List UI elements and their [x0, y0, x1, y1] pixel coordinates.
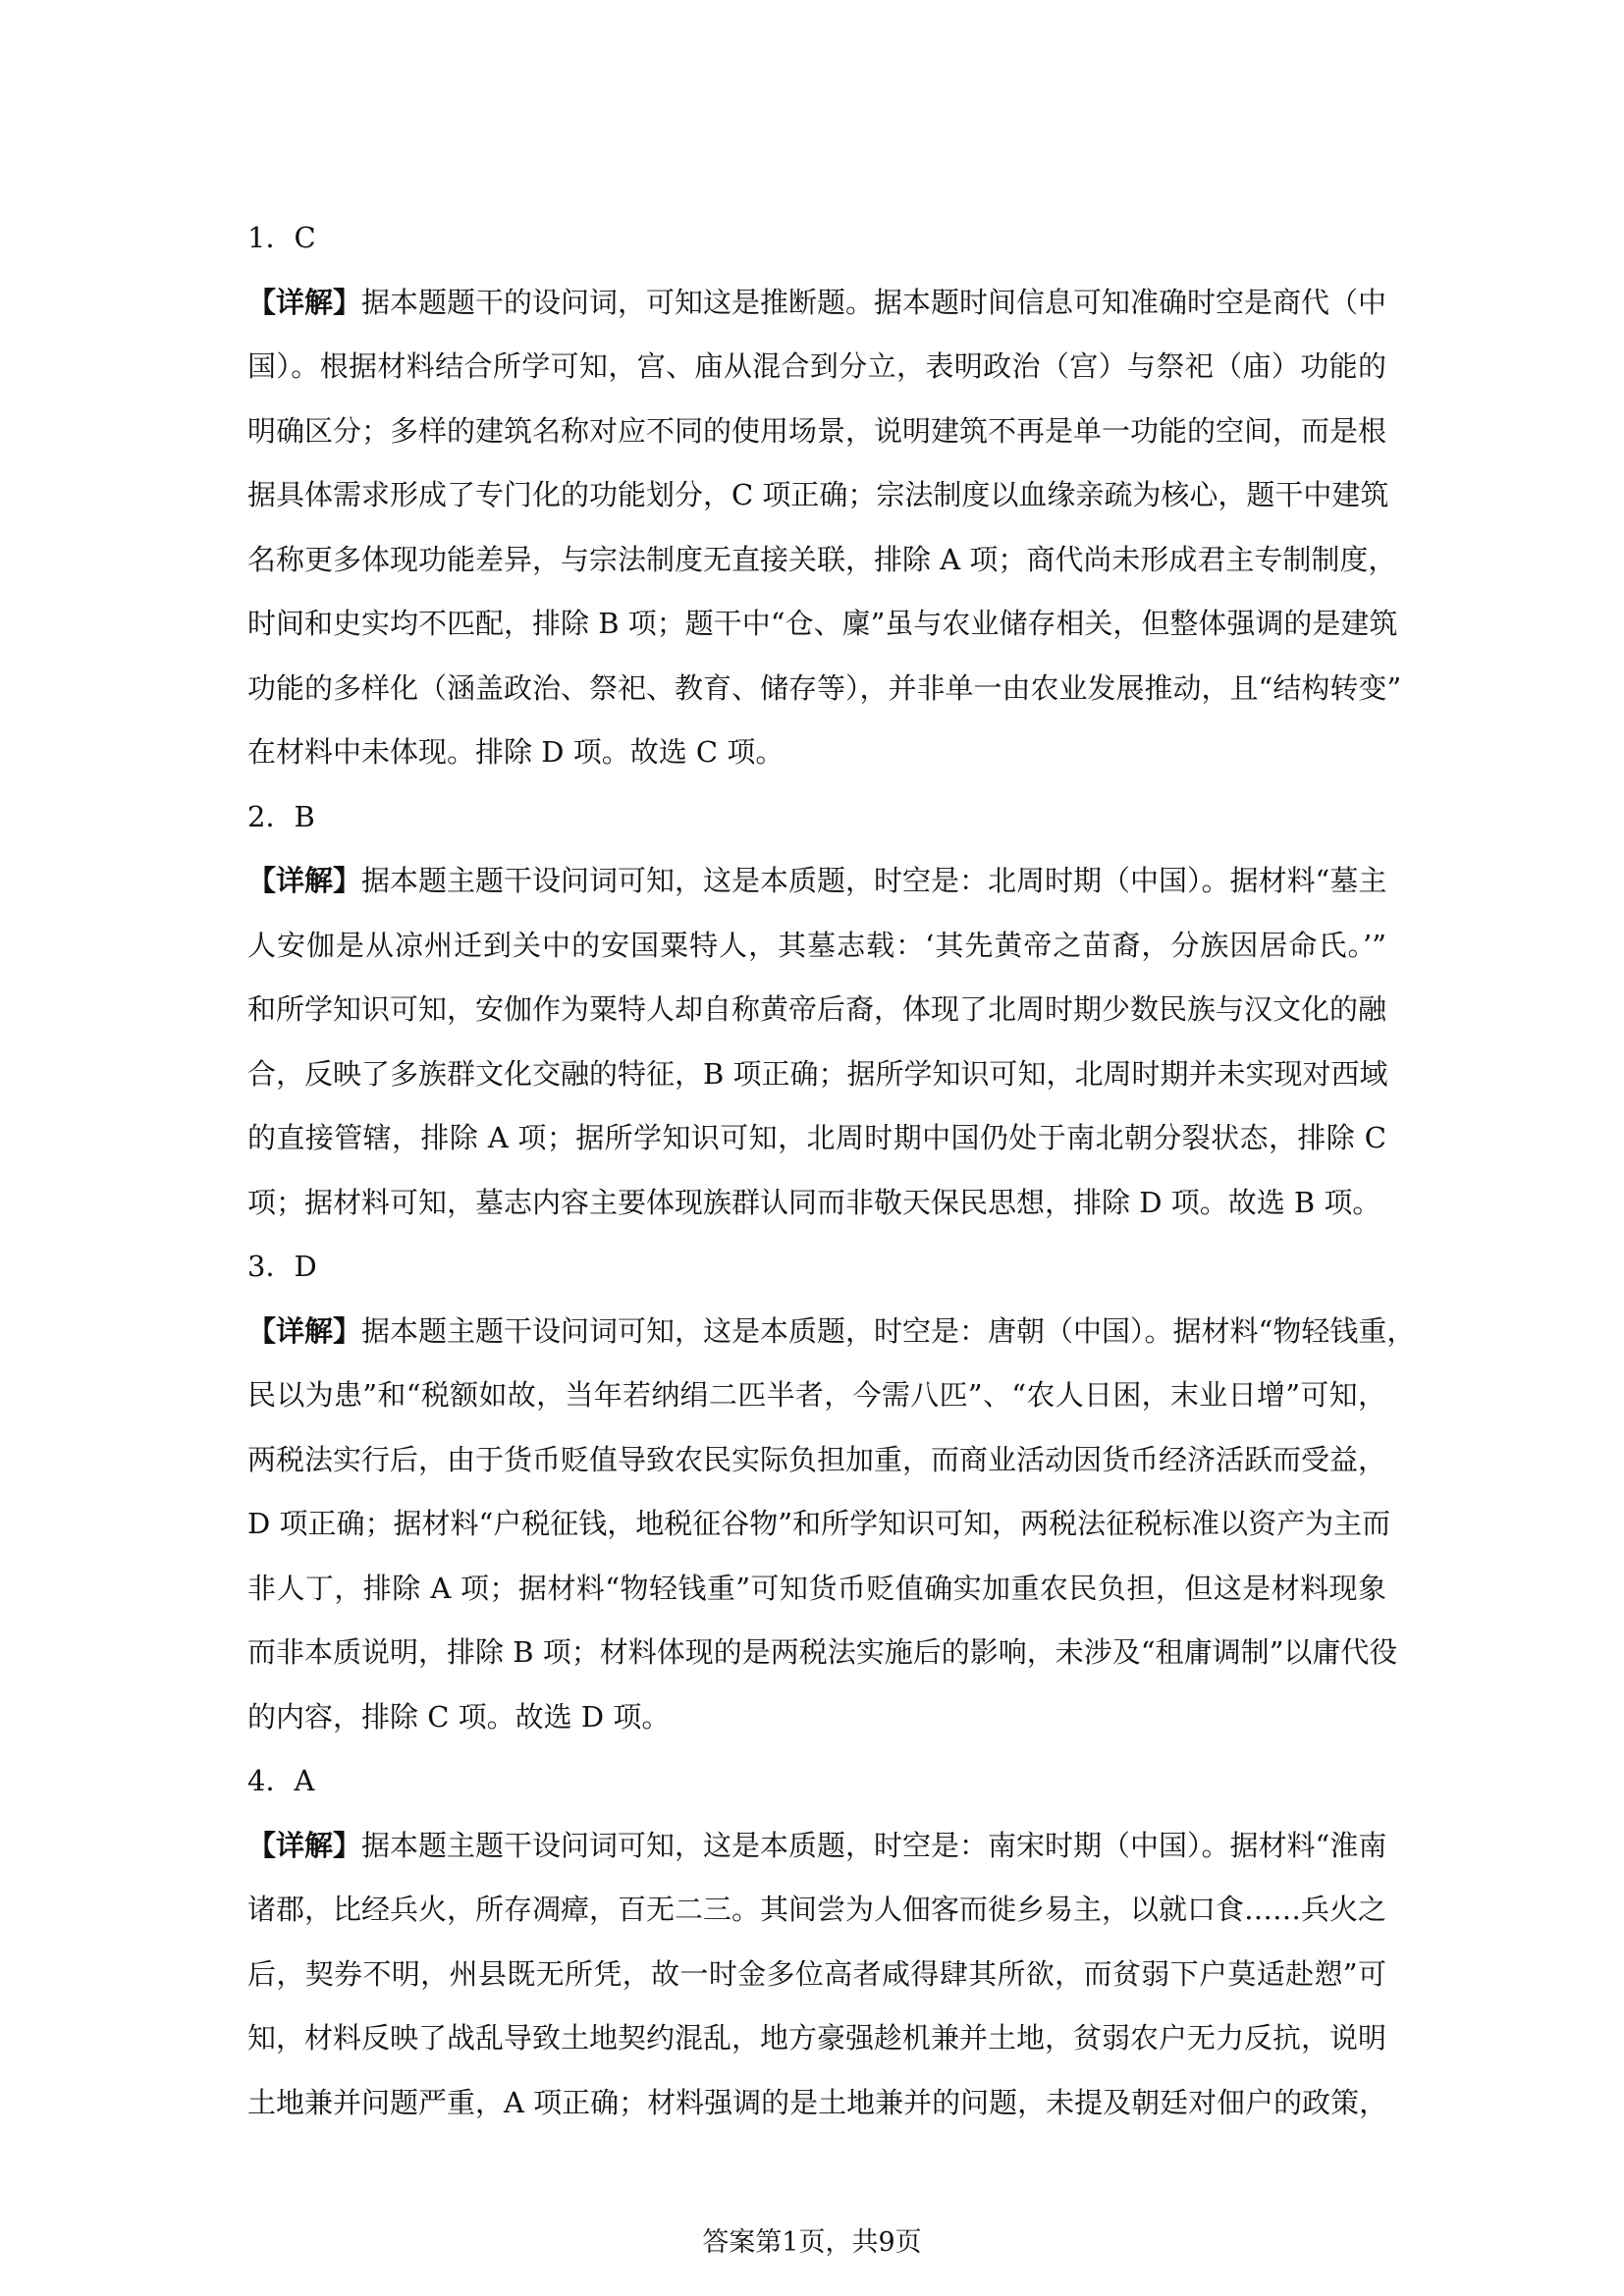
explanation-line: D 项正确；据材料“户税征钱，地税征谷物”和所学知识可知，两税法征税标准以资产为主而: [247, 1507, 1391, 1540]
page-footer: 答案第1页，共9页: [702, 2227, 922, 2258]
explanation-line: 【详解】据本题主题干设问词可知，这是本质题，时空是：北周时期（中国）。据材料“墓主: [247, 864, 1387, 897]
explanation-line: 两税法实行后，由于货币贬值导致农民实际负担加重，而商业活动因货币经济活跃而受益，: [247, 1442, 1387, 1476]
question-number: 2．B: [247, 799, 315, 833]
question-number: 1．C: [247, 221, 316, 254]
question-number: 4．A: [247, 1764, 315, 1797]
explanation-line: 在材料中未体现。排除 D 项。故选 C 项。: [247, 735, 785, 769]
explanation-line: 合，反映了多族群文化交融的特征，B 项正确；据所学知识可知，北周时期并未实现对西域: [247, 1056, 1388, 1091]
explanation-line: 而非本质说明，排除 B 项；材料体现的是两税法实施后的影响，未涉及“租庸调制”以庸代役: [247, 1635, 1398, 1669]
explanation-line: 非人丁，排除 A 项；据材料“物轻钱重”可知货币贬值确实加重农民负担，但这是材料现象: [247, 1571, 1386, 1605]
detail-tag: 【详解】: [247, 1313, 362, 1348]
explanation-line: 和所学知识可知，安伽作为粟特人却自称黄帝后裔，体现了北周时期少数民族与汉文化的融: [247, 992, 1387, 1026]
explanation-line: 明确区分；多样的建筑名称对应不同的使用场景，说明建筑不再是单一功能的空间，而是根: [247, 413, 1387, 448]
explanation-line: 的直接管辖，排除 A 项；据所学知识可知，北周时期中国仍处于南北朝分裂状态，排除 C: [247, 1121, 1386, 1154]
explanation-line: 【详解】据本题主题干设问词可知，这是本质题，时空是：唐朝（中国）。据材料“物轻钱重，: [247, 1313, 1416, 1348]
explanation-line: 国）。根据材料结合所学可知，宫、庙从混合到分立，表明政治（宫）与祭祀（庙）功能的: [247, 349, 1386, 383]
explanation-line: 民以为患”和“税额如故，当年若纳绢二匹半者，今需八匹”、“农人日困，末业日增”可知，: [247, 1378, 1386, 1412]
explanation-line: 土地兼并问题严重，A 项正确；材料强调的是土地兼并的问题，未提及朝廷对佃户的政策，: [247, 2085, 1388, 2119]
explanation-line: 【详解】据本题主题干设问词可知，这是本质题，时空是：南宋时期（中国）。据材料“淮南: [247, 1828, 1387, 1862]
explanation-line: 名称更多体现功能差异，与宗法制度无直接关联，排除 A 项；商代尚未形成君主专制制度，: [247, 542, 1397, 576]
detail-tag: 【详解】: [247, 1828, 362, 1862]
explanation-line: 诸郡，比经兵火，所存凋瘴，百无二三。其间尝为人佃客而徙乡易主，以就口食……兵火之: [247, 1893, 1387, 1926]
explanation-line: 时间和史实均不匹配，排除 B 项；题干中“仓、廩”虽与农业储存相关，但整体强调的是建筑: [247, 607, 1398, 640]
explanation-line: 人安伽是从凉州迁到关中的安国粟特人，其墓志载：‘其先黄帝之苗裔，分族因居命氏。’”: [247, 928, 1386, 962]
explanation-line: 的内容，排除 C 项。故选 D 项。: [247, 1699, 671, 1734]
explanation-line: 后，契券不明，州县既无所凭，故一时金多位高者咸得肆其所欲，而贫弱下户莫适赴愬”可: [247, 1956, 1386, 1991]
explanation-line: 项；据材料可知，墓志内容主要体现族群认同而非敬天保民思想，排除 D 项。故选 B 项。: [247, 1185, 1381, 1219]
detail-tag: 【详解】: [247, 285, 362, 319]
explanation-line: 功能的多样化（涵盖政治、祭祀、教育、储存等），并非单一由农业发展推动，且“结构转变”: [247, 670, 1402, 705]
answer-content: [247, 206, 1416, 2135]
question-number: 3．D: [247, 1250, 317, 1283]
explanation-line: 知，材料反映了战乱导致土地契约混乱，地方豪强趁机兼并土地，贫弱农户无力反抗，说明: [247, 2021, 1387, 2055]
detail-tag: 【详解】: [247, 864, 362, 897]
explanation-line: 据具体需求形成了专门化的功能划分，C 项正确；宗法制度以血缘亲疏为核心，题干中建筑: [247, 478, 1389, 511]
explanation-line: 【详解】据本题题干的设问词，可知这是推断题。据本题时间信息可知准确时空是商代（中: [247, 285, 1387, 319]
